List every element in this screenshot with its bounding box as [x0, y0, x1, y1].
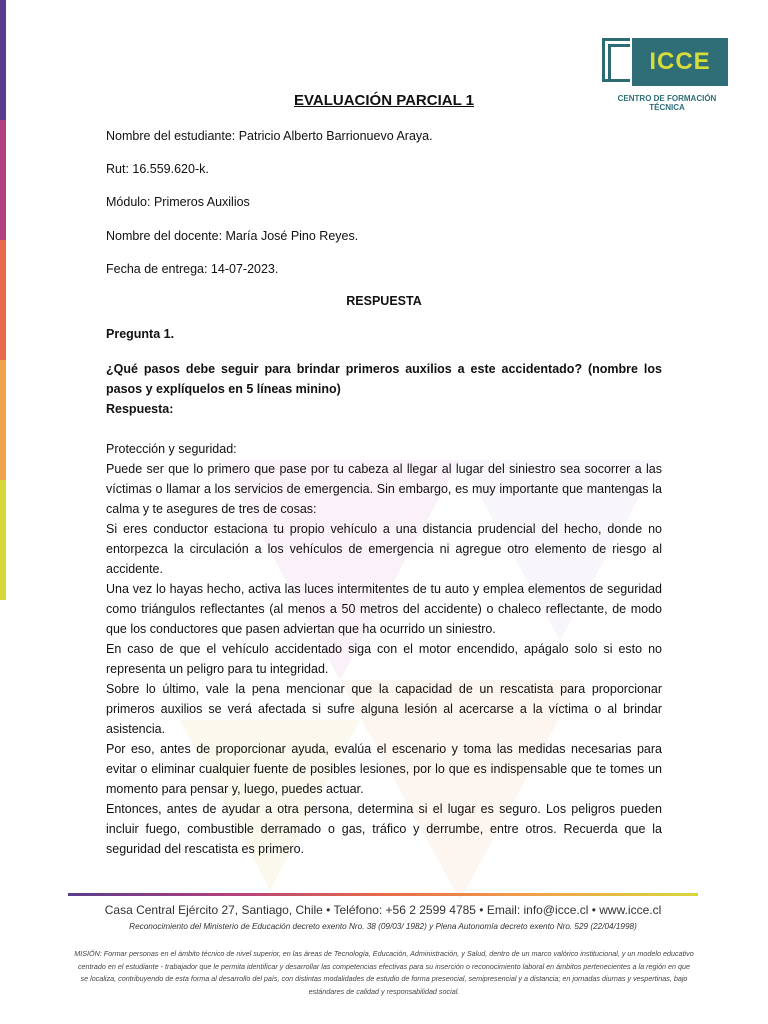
footer-mission: MISIÓN: Formar personas en el ámbito técnico de nivel superior, en las áreas de Tecnología, Educación, Administración, y Salud, dentro de un marco valórico institucional, y un modelo educativo centrado en el estudiante - trabajador que le permita identificar y desarrollar las competencias efectivas para su inserción o reconocimiento laboral en ámbitos pertenecientes a la región en que se localiza, contribuyendo de esta forma al desarrollo del país, con distintas modalidades de estudio de forma presencial, semipresencial y a distancia; en jornadas diurnas y vespertinas, bajo estándares de calidad y responsabilidad social.: [74, 949, 694, 996]
teacher-name: Nombre del docente: María José Pino Reyes.: [106, 229, 359, 243]
logo-wordmark: ICCE: [632, 38, 728, 86]
stripe-magenta: [0, 120, 6, 240]
footer-address: Casa Central Ejército 27, Santiago, Chile • Teléfono: +56 2 2599 4785 • Email: info@icce.cl • www.icce.cl: [104, 903, 662, 917]
answer-paragraph: Por eso, antes de proporcionar ayuda, evalúa el escenario y toma las medidas necesarias para evitar o eliminar cualquier fuente de posibles lesiones, por lo que es indispensable que te tomes un momento para pensar y, luego, puedes actuar.: [106, 742, 662, 796]
stripe-orange: [0, 240, 6, 360]
answer-paragraph: Puede ser que lo primero que pase por tu cabeza al llegar al lugar del siniestro sea socorrer a las víctimas o llamar a los servicios de emergencia. Sin embargo, es muy importante que mantengas la calma y te asegures de tres de cosas:: [106, 462, 662, 516]
module-name: Módulo: Primeros Auxilios: [106, 195, 250, 209]
stripe-purple: [0, 0, 6, 120]
answer-label: Respuesta:: [106, 402, 174, 416]
question-label: Pregunta 1.: [106, 327, 175, 341]
answer-paragraph: En caso de que el vehículo accidentado siga con el motor encendido, apágalo solo si esto no representa un peligro para tu integridad.: [106, 642, 662, 676]
answer-paragraph: Una vez lo hayas hecho, activa las luces intermitentes de tu auto y emplea elementos de seguridad como triángulos reflectantes (al menos a 50 metros del accidente) o chaleco reflectante, de modo que los conductores que pasen adviertan que ha ocurrido un siniestro.: [106, 582, 662, 636]
stripe-yellow: [0, 480, 6, 600]
footer-recognition: Reconocimiento del Ministerio de Educación decreto exento Nro. 38 (09/03/ 1982) y Plena Autonomía decreto exento Nro. 529 (22/04/1998): [129, 922, 637, 931]
answer-subheading: Protección y seguridad:: [106, 442, 237, 456]
student-rut: Rut: 16.559.620-k.: [106, 162, 209, 176]
stripe-amber: [0, 360, 6, 480]
section-heading: RESPUESTA: [346, 294, 422, 308]
document-title: EVALUACIÓN PARCIAL 1: [293, 92, 474, 109]
logo-subtitle: CENTRO DE FORMACIÓN TÉCNICA: [617, 94, 717, 112]
question-block: [106, 359, 662, 419]
answer-paragraph: Si eres conductor estaciona tu propio vehículo a una distancia prudencial del hecho, donde no entorpezca la circulación a los vehículos de emergencia ni agregue otro elemento de riesgo al accidente.: [106, 522, 662, 576]
footer-divider: [68, 893, 698, 896]
delivery-date: Fecha de entrega: 14-07-2023.: [106, 262, 279, 276]
student-name: Nombre del estudiante: Patricio Alberto Barrionuevo Araya.: [106, 129, 433, 143]
book-page-icon: [608, 44, 630, 82]
answer-paragraph: Sobre lo último, vale la pena mencionar que la capacidad de un rescatista para proporcionar primeros auxilios se verá afectada si sufre alguna lesión al acercarse a la víctima o al brindar asistencia.: [106, 682, 662, 736]
answer-body: [106, 439, 662, 859]
answer-paragraph: Entonces, antes de ayudar a otra persona, determina si el lugar es seguro. Los peligros pueden incluir fuego, combustible derramado o gas, tráfico y derrumbe, entre otros. Recuerda que la seguridad del rescatista es primero.: [106, 802, 662, 856]
question-text: ¿Qué pasos debe seguir para brindar primeros auxilios a este accidentado? (nombre los pasos y explíquelos en 5 líneas minino): [106, 362, 662, 396]
